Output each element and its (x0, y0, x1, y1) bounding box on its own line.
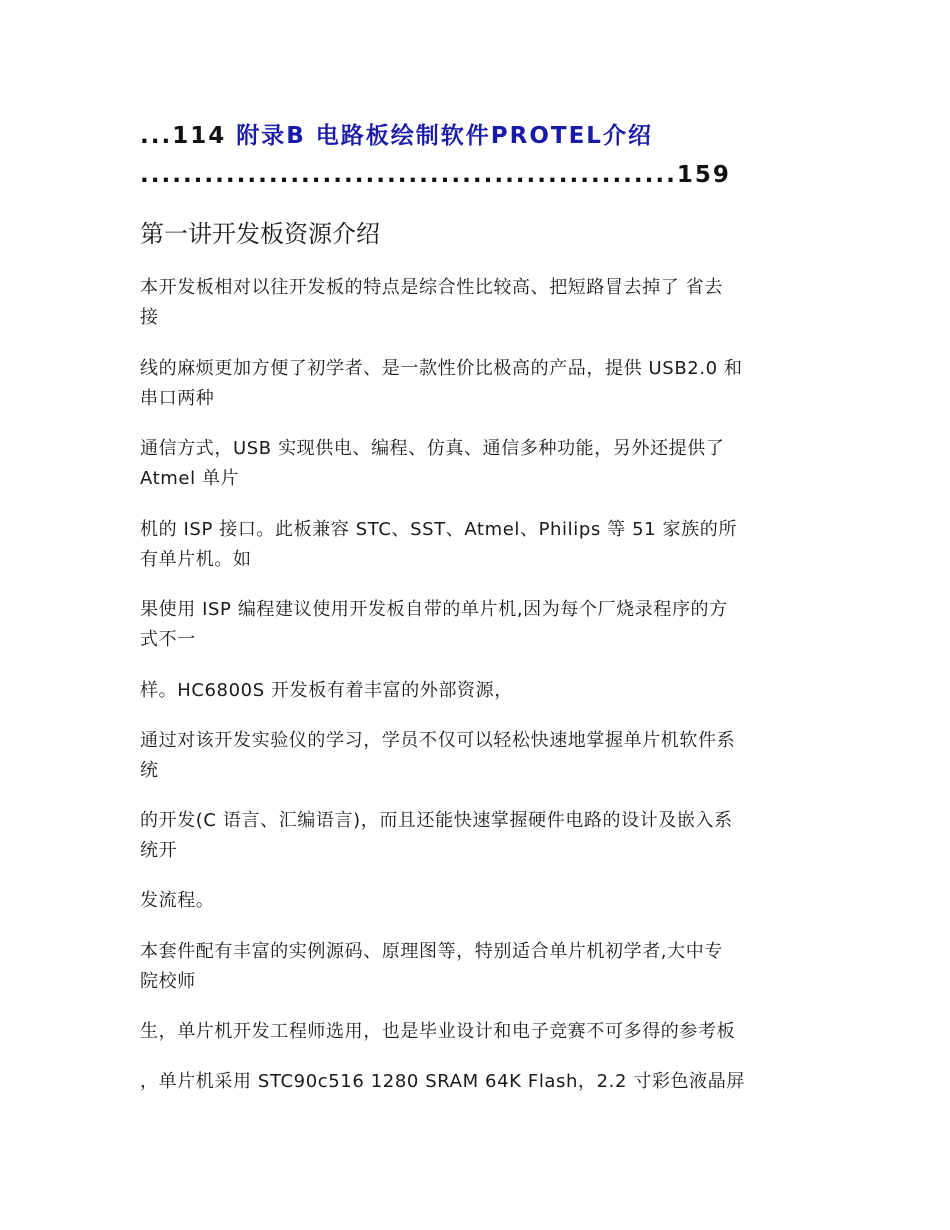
paragraph-11 (140, 1017, 815, 1047)
paragraph-line: ，单片机采用 STC90c516 1280 SRAM 64K Flash，2.2 寸彩色液晶屏 (140, 1071, 745, 1092)
paragraph-3 (140, 434, 815, 494)
paragraph-line: 果使用 ISP 编程建议使用开发板自带的单片机,因为每个厂烧录程序的方 (140, 599, 728, 620)
paragraph-line: 有单片机。如 (140, 549, 252, 570)
paragraph-line: 的开发(C 语言、汇编语言)，而且还能快速掌握硬件电路的设计及嵌入系 (140, 810, 733, 831)
toc-prefix: ...114 (140, 123, 237, 149)
paragraph-line: 发流程。 (140, 890, 215, 911)
paragraph-line: 统开 (140, 840, 178, 861)
paragraph-12 (140, 1067, 815, 1097)
paragraph-line: 本开发板相对以往开发板的特点是综合性比较高、把短路冒去掉了 省去 (140, 277, 723, 298)
toc-entry-appendix-b[interactable] (140, 121, 820, 151)
paragraph-line: 通过对该开发实验仪的学习，学员不仅可以轻松快速地掌握单片机软件系 (140, 730, 736, 751)
toc-leader-line (140, 160, 820, 190)
paragraph-1 (140, 273, 815, 333)
paragraph-6 (140, 676, 815, 706)
paragraph-line: 本套件配有丰富的实例源码、原理图等，特别适合单片机初学者,大中专 (140, 941, 723, 962)
paragraph-line: 线的麻烦更加方便了初学者、是一款性价比极高的产品，提供 USB2.0 和 (140, 358, 743, 379)
toc-page-number: 159 (676, 162, 731, 188)
paragraph-9 (140, 886, 815, 916)
paragraph-line: 院校师 (140, 971, 196, 992)
paragraph-7 (140, 726, 815, 786)
section-heading: 第一讲开发板资源介绍 (140, 220, 380, 248)
paragraph-line: 串口两种 (140, 388, 215, 409)
paragraph-line: Atmel 单片 (140, 468, 240, 489)
paragraph-line: 通信方式，USB 实现供电、编程、仿真、通信多种功能，另外还提供了 (140, 438, 725, 459)
paragraph-line: 样。HC6800S 开发板有着丰富的外部资源， (140, 680, 513, 701)
paragraph-line: 机的 ISP 接口。此板兼容 STC、SST、Atmel、Philips 等 51 家族的所 (140, 519, 737, 540)
paragraph-5 (140, 595, 815, 655)
paragraph-2 (140, 354, 815, 414)
toc-leader-dots: .................................................. (140, 162, 677, 188)
paragraph-8 (140, 806, 815, 866)
paragraph-line: 式不一 (140, 629, 196, 650)
paragraph-10 (140, 937, 815, 997)
paragraph-line: 接 (140, 307, 159, 328)
paragraph-line: 生，单片机开发工程师选用，也是毕业设计和电子竞赛不可多得的参考板 (140, 1021, 736, 1042)
paragraph-line: 统 (140, 760, 159, 781)
toc-link-appendix-b[interactable]: 附录B 电路板绘制软件PROTEL介绍 (236, 123, 653, 149)
paragraph-4 (140, 515, 815, 575)
